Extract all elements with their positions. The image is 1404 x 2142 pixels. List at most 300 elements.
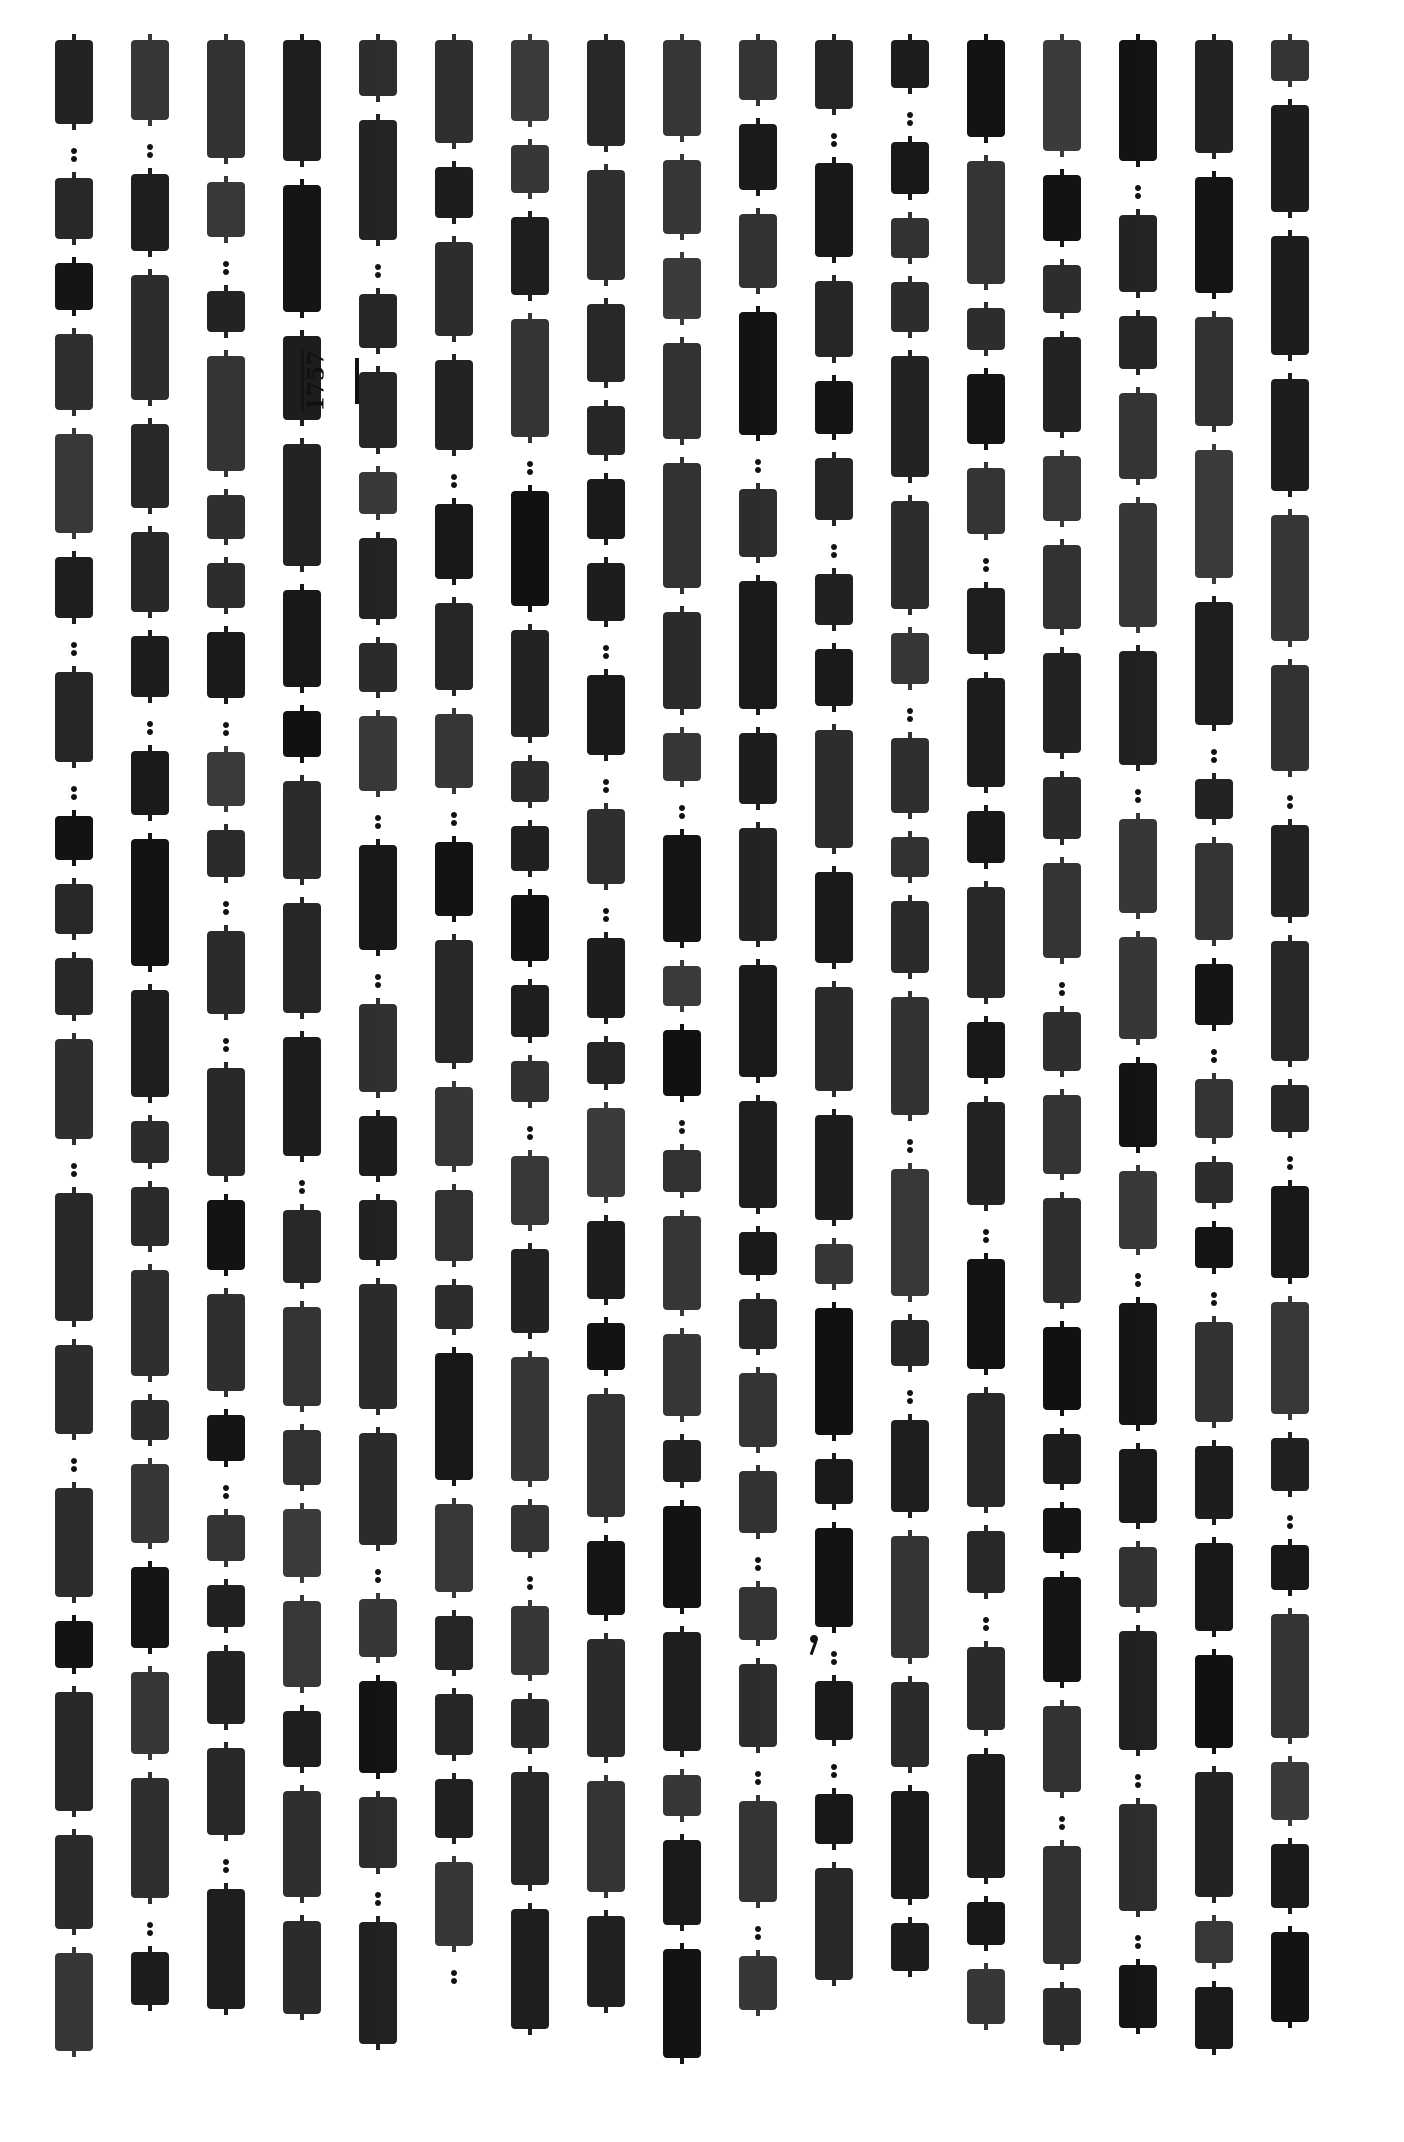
script-word <box>1195 1543 1233 1631</box>
script-word <box>663 160 701 234</box>
script-word <box>815 1528 853 1627</box>
script-word <box>1043 1198 1081 1303</box>
script-word <box>891 738 929 813</box>
script-word <box>435 242 473 336</box>
script-word <box>739 1587 777 1640</box>
punctuation-mark <box>1129 1774 1147 1788</box>
script-word <box>1119 503 1157 627</box>
script-word <box>739 312 777 435</box>
script-word <box>511 826 549 871</box>
script-word <box>663 966 701 1006</box>
script-word <box>815 40 853 109</box>
script-word <box>967 374 1005 444</box>
script-word <box>739 1664 777 1747</box>
script-word <box>739 1801 777 1902</box>
punctuation-mark <box>825 544 843 558</box>
punctuation-mark <box>293 1180 311 1194</box>
punctuation-mark <box>65 642 83 656</box>
script-column <box>207 40 245 2080</box>
mongolian-script-text-block <box>55 40 1345 2080</box>
script-word <box>131 1187 169 1246</box>
script-word <box>587 1394 625 1517</box>
punctuation-mark <box>825 1764 843 1778</box>
punctuation-mark <box>65 786 83 800</box>
script-word <box>739 489 777 557</box>
punctuation-mark <box>825 133 843 147</box>
punctuation-mark <box>749 459 767 473</box>
script-word <box>283 1307 321 1406</box>
script-word <box>283 1791 321 1897</box>
script-column <box>587 40 625 2080</box>
punctuation-mark <box>65 1458 83 1472</box>
script-word <box>1043 1577 1081 1682</box>
script-word <box>587 1541 625 1615</box>
script-word <box>359 1922 397 2044</box>
script-column <box>359 40 397 2080</box>
script-word <box>283 40 321 161</box>
punctuation-mark <box>901 708 919 722</box>
script-word <box>1119 1449 1157 1523</box>
script-word <box>207 1651 245 1724</box>
script-word <box>1271 1844 1309 1908</box>
script-word <box>207 1585 245 1627</box>
script-word <box>967 588 1005 654</box>
script-word <box>435 940 473 1063</box>
script-word <box>435 603 473 690</box>
script-word <box>1195 40 1233 153</box>
script-word <box>131 1672 169 1754</box>
script-column <box>1119 40 1157 2080</box>
script-word <box>207 752 245 806</box>
script-word <box>283 1430 321 1485</box>
script-word <box>207 1415 245 1461</box>
script-word <box>815 730 853 848</box>
punctuation-mark <box>369 264 387 278</box>
script-word <box>131 275 169 400</box>
script-word <box>359 1116 397 1176</box>
script-word <box>435 1779 473 1838</box>
script-word <box>1271 1932 1309 2022</box>
script-word <box>1271 1762 1309 1820</box>
script-word <box>663 1775 701 1816</box>
script-word <box>587 1108 625 1197</box>
script-word <box>587 304 625 382</box>
script-word <box>1271 40 1309 81</box>
punctuation-mark <box>65 148 83 162</box>
script-word <box>283 903 321 1013</box>
script-word <box>967 1022 1005 1078</box>
script-word <box>1195 779 1233 819</box>
script-word <box>587 1916 625 2007</box>
script-word <box>967 40 1005 137</box>
script-word <box>891 1320 929 1366</box>
script-word <box>1043 1012 1081 1071</box>
script-word <box>55 816 93 860</box>
script-word <box>1043 1095 1081 1174</box>
script-word <box>1271 1085 1309 1132</box>
punctuation-mark <box>901 1139 919 1153</box>
script-word <box>359 845 397 950</box>
script-word <box>131 1952 169 2005</box>
script-word <box>815 1794 853 1844</box>
script-word <box>663 1150 701 1192</box>
script-word <box>131 174 169 251</box>
punctuation-mark <box>977 558 995 572</box>
script-word <box>967 1102 1005 1205</box>
script-word <box>55 672 93 762</box>
script-word <box>891 837 929 877</box>
script-column <box>131 40 169 2080</box>
script-word <box>967 1969 1005 2024</box>
script-word <box>283 1210 321 1283</box>
script-word <box>511 1909 549 2029</box>
script-word <box>587 170 625 280</box>
script-word <box>1271 236 1309 355</box>
script-word <box>815 458 853 520</box>
script-word <box>739 1373 777 1447</box>
script-word <box>663 612 701 709</box>
script-word <box>1043 337 1081 432</box>
punctuation-mark <box>521 1576 539 1590</box>
script-word <box>511 1061 549 1102</box>
script-word <box>1043 175 1081 241</box>
script-word <box>55 557 93 618</box>
script-word <box>815 1459 853 1504</box>
punctuation-mark <box>977 1617 995 1631</box>
script-word <box>1271 665 1309 771</box>
punctuation-mark <box>1129 789 1147 803</box>
script-word <box>283 1037 321 1156</box>
punctuation-mark <box>749 1557 767 1571</box>
script-word <box>359 716 397 791</box>
punctuation-mark <box>1053 982 1071 996</box>
script-word <box>815 872 853 963</box>
script-word <box>1043 456 1081 521</box>
script-column <box>511 40 549 2080</box>
punctuation-mark <box>1129 1273 1147 1287</box>
script-word <box>967 1531 1005 1593</box>
script-word <box>359 1599 397 1657</box>
script-word <box>1271 1302 1309 1414</box>
script-column <box>663 40 701 2080</box>
script-word <box>967 1902 1005 1945</box>
script-word <box>207 1200 245 1270</box>
punctuation-mark <box>901 112 919 126</box>
script-word <box>891 40 929 88</box>
punctuation-mark <box>445 812 463 826</box>
script-word <box>891 1536 929 1658</box>
script-word <box>1043 1846 1081 1964</box>
punctuation-mark <box>597 779 615 793</box>
script-word <box>1271 941 1309 1061</box>
script-word <box>1043 777 1081 839</box>
script-word <box>587 1042 625 1084</box>
script-word <box>1119 393 1157 479</box>
script-word <box>891 218 929 258</box>
script-word <box>739 581 777 709</box>
script-word <box>1043 1706 1081 1792</box>
script-word <box>739 1232 777 1275</box>
script-word <box>1119 651 1157 765</box>
script-word <box>663 733 701 781</box>
script-word <box>739 828 777 941</box>
punctuation-mark <box>597 908 615 922</box>
script-word <box>587 1221 625 1299</box>
script-word <box>511 145 549 193</box>
script-word <box>967 1393 1005 1507</box>
script-word <box>587 40 625 146</box>
script-column <box>1271 40 1309 2080</box>
script-word <box>663 1840 701 1925</box>
script-word <box>207 931 245 1014</box>
script-word <box>815 1115 853 1220</box>
script-word <box>359 643 397 692</box>
script-word <box>967 308 1005 350</box>
script-word <box>283 185 321 312</box>
script-word <box>815 1308 853 1435</box>
script-word <box>663 1506 701 1608</box>
script-word <box>587 809 625 884</box>
script-word <box>207 632 245 698</box>
script-column <box>435 40 473 2080</box>
script-word <box>55 1488 93 1597</box>
script-word <box>55 263 93 310</box>
punctuation-mark <box>445 474 463 488</box>
script-word <box>511 1772 549 1885</box>
script-word <box>511 1699 549 1748</box>
script-word <box>435 1285 473 1329</box>
script-word <box>663 1334 701 1416</box>
script-word <box>511 630 549 737</box>
script-word <box>207 1294 245 1391</box>
script-word <box>1119 1965 1157 2028</box>
script-word <box>1195 317 1233 426</box>
script-word <box>1119 1303 1157 1425</box>
script-word <box>1195 1162 1233 1203</box>
script-word <box>511 761 549 802</box>
script-word <box>891 901 929 973</box>
script-word <box>587 938 625 1018</box>
script-word <box>663 258 701 319</box>
script-word <box>435 40 473 143</box>
script-word <box>587 563 625 621</box>
script-word <box>207 563 245 608</box>
script-word <box>1195 843 1233 940</box>
punctuation-mark <box>1281 795 1299 809</box>
punctuation-mark <box>217 1038 235 1052</box>
script-word <box>131 839 169 966</box>
script-word <box>359 472 397 514</box>
punctuation-mark <box>1205 1049 1223 1063</box>
punctuation-mark <box>673 805 691 819</box>
script-word <box>435 1862 473 1946</box>
punctuation-mark <box>977 1229 995 1243</box>
script-word <box>663 1632 701 1751</box>
script-word <box>55 884 93 934</box>
script-word <box>435 842 473 916</box>
script-word <box>739 214 777 288</box>
script-word <box>131 1778 169 1898</box>
script-word <box>739 733 777 804</box>
script-word <box>55 1835 93 1929</box>
script-word <box>1195 964 1233 1025</box>
script-word <box>815 1868 853 1980</box>
script-word <box>283 590 321 687</box>
script-word <box>511 217 549 295</box>
script-column <box>739 40 777 2080</box>
script-word <box>1043 545 1081 629</box>
punctuation-mark <box>1205 1292 1223 1306</box>
script-word <box>891 501 929 609</box>
script-word <box>663 343 701 439</box>
script-word <box>359 372 397 448</box>
script-word <box>131 636 169 697</box>
script-word <box>511 1606 549 1675</box>
punctuation-mark <box>217 261 235 275</box>
punctuation-mark <box>521 1126 539 1140</box>
script-word <box>891 1682 929 1767</box>
script-word <box>1271 825 1309 917</box>
script-word <box>815 381 853 434</box>
script-word <box>131 1464 169 1543</box>
punctuation-mark <box>749 1926 767 1940</box>
script-word <box>891 1169 929 1296</box>
script-word <box>967 678 1005 787</box>
script-word <box>891 633 929 684</box>
script-word <box>511 895 549 961</box>
punctuation-mark <box>217 1485 235 1499</box>
punctuation-mark <box>217 1859 235 1873</box>
script-word <box>511 40 549 121</box>
script-word <box>207 356 245 471</box>
script-word <box>511 1505 549 1552</box>
script-word <box>1271 515 1309 641</box>
script-word <box>663 835 701 942</box>
script-word <box>1195 1655 1233 1748</box>
script-word <box>131 424 169 508</box>
script-word <box>1043 265 1081 313</box>
script-word <box>55 1953 93 2051</box>
script-word <box>815 649 853 706</box>
script-word <box>1119 1631 1157 1750</box>
script-word <box>1195 1079 1233 1138</box>
script-word <box>739 1101 777 1208</box>
script-word <box>739 1471 777 1533</box>
script-word <box>1043 863 1081 958</box>
script-word <box>435 1353 473 1480</box>
punctuation-mark <box>65 1163 83 1177</box>
script-word <box>587 675 625 755</box>
script-word <box>207 182 245 237</box>
script-word <box>283 781 321 879</box>
script-word <box>359 1797 397 1868</box>
script-word <box>891 1791 929 1899</box>
punctuation-mark <box>1129 1935 1147 1949</box>
script-word <box>1195 1987 1233 2049</box>
script-word <box>55 334 93 410</box>
script-word <box>1119 1171 1157 1249</box>
script-column <box>1195 40 1233 2080</box>
script-word <box>1119 819 1157 913</box>
script-word <box>1043 40 1081 151</box>
script-word <box>967 811 1005 863</box>
script-word <box>207 40 245 158</box>
script-word <box>131 990 169 1097</box>
script-word <box>359 294 397 348</box>
script-word <box>207 495 245 539</box>
script-word <box>55 178 93 239</box>
script-word <box>663 1216 701 1310</box>
punctuation-mark <box>1281 1515 1299 1529</box>
punctuation-mark <box>369 815 387 829</box>
script-word <box>283 1509 321 1577</box>
script-word <box>663 1440 701 1482</box>
punctuation-mark <box>369 1892 387 1906</box>
script-word <box>891 356 929 477</box>
script-word <box>891 1420 929 1512</box>
punctuation-mark <box>1053 1816 1071 1830</box>
script-word <box>511 319 549 437</box>
script-word <box>663 463 701 588</box>
script-word <box>435 1694 473 1755</box>
script-word <box>1195 1921 1233 1963</box>
script-word <box>967 1754 1005 1878</box>
script-word <box>435 1190 473 1261</box>
script-word <box>131 1400 169 1440</box>
script-word <box>739 40 777 100</box>
script-word <box>1119 1804 1157 1911</box>
script-word <box>815 163 853 257</box>
script-word <box>511 1357 549 1481</box>
script-word <box>55 1621 93 1668</box>
script-word <box>359 1681 397 1773</box>
script-word <box>967 1259 1005 1369</box>
script-word <box>1043 1988 1081 2045</box>
punctuation-mark <box>673 1120 691 1134</box>
script-word <box>1043 653 1081 753</box>
script-word <box>359 120 397 240</box>
script-word <box>815 281 853 357</box>
script-word <box>1195 450 1233 578</box>
script-word <box>1119 937 1157 1039</box>
script-word <box>1119 1063 1157 1147</box>
script-word <box>359 1200 397 1260</box>
script-word <box>511 1249 549 1333</box>
punctuation-mark <box>597 645 615 659</box>
script-word <box>1271 1186 1309 1278</box>
script-word <box>967 887 1005 998</box>
script-word <box>587 406 625 455</box>
script-word <box>1119 40 1157 161</box>
script-word <box>587 1781 625 1892</box>
script-word <box>283 1601 321 1687</box>
punctuation-mark <box>141 1922 159 1936</box>
punctuation-mark <box>369 974 387 988</box>
script-word <box>359 40 397 96</box>
script-word <box>511 985 549 1037</box>
script-word <box>1043 1508 1081 1553</box>
script-word <box>207 1068 245 1176</box>
script-word <box>1195 1446 1233 1519</box>
script-word <box>131 1121 169 1163</box>
script-word <box>739 965 777 1077</box>
page-number-box <box>285 350 359 412</box>
punctuation-mark <box>141 144 159 158</box>
script-word <box>283 711 321 757</box>
script-word <box>511 491 549 606</box>
script-word <box>1043 1434 1081 1484</box>
punctuation-mark <box>141 721 159 735</box>
